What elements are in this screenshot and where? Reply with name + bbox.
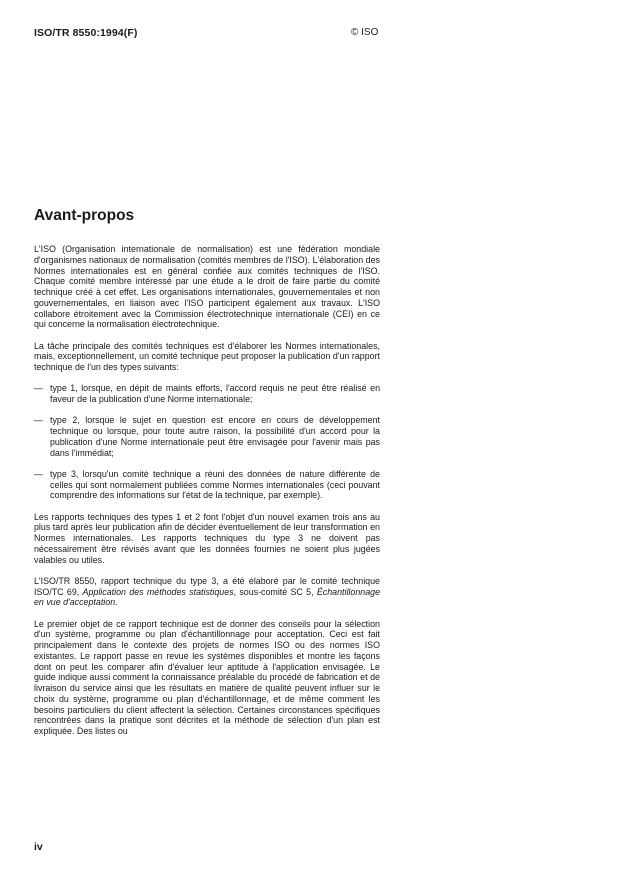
subcommittee-title: Échantillonnage en vue d'acceptation (34, 586, 381, 608)
page-number: iv (34, 841, 43, 853)
list-item-type-2 (34, 415, 380, 458)
list-item-text: type 3, lorsqu'un comité technique a réuni des données de nature différente de celles qui sont normalement publiées comme Normes internationales (ceci pouvant comprendre des informations sur l'état de la technique, par exemple). (50, 468, 380, 501)
paragraph-iso-intro: L'ISO (Organisation internationale de normalisation) est une fédération mondiale d'organismes nationaux de normalisation (comités membres de l'ISO). L'élaboration des Normes internationales est en général confiée aux comités techniques de l'ISO. Chaque comité membre intéressé par une étude a le droit de faire partie du comité technique créé à cet effet. Les organisations internationales, gouvernementales et non gouvernementales, en liaison avec l'ISO participent également aux travaux. L'ISO collabore étroitement avec la Commission électrotechnique internationale (CEI) en ce qui concerne la normalisation électrotechnique. (34, 244, 380, 330)
copyright-notice: © ISO (351, 27, 379, 38)
paragraph-purpose: Le premier objet de ce rapport technique est de donner des conseils pour la sélection d'un système, programme ou plan d'échantillonnage pour acceptation. Ceci est fait principalement dans le contexte des projets de normes ISO ou des normes ISO existantes. Le rapport passe en revue les systèmes disponibles et montre les façons dont on peut les comparer afin d'évaluer leur aptitude à l'application envisagée. Le guide indique aussi comment la connaissance préalable du procédé de fabrication et de livraison du service ainsi que les résultats en matière de qualité peuvent influer sur le choix du système, programme ou plan d'échantillonnage, et de même comment les besoins particuliers du client affectent la sélection. Certaines circonstances spécifiques rencontrées dans la pratique sont décrites et la méthode de sélection d'un plan est expliquée. Des listes ou (34, 618, 380, 736)
text-span: , sous-comité SC 5, (233, 586, 317, 597)
text-span: L'ISO/TR 8550, rapport technique du type 3, a été élaboré par le comité technique ISO/TC 69, (34, 575, 380, 597)
dash-marker: — (34, 468, 43, 479)
page-title: Avant-propos (34, 207, 135, 224)
dash-marker: — (34, 415, 43, 426)
paragraph-technical-committees: La tâche principale des comités techniques est d'élaborer les Normes internationales, mais, exceptionnellement, un comité technique peut proposer la publication d'un rapport technique de l'un des types suivants: (34, 340, 380, 372)
list-item-text: type 2, lorsque le sujet en question est encore en cours de développement technique ou lorsque, pour toute autre raison, la possibilité d'un accord pour la publication d'une Norme internationale peut être envisagée pour l'avenir mais pas dans l'immédiat; (50, 415, 380, 458)
text-span: . (115, 597, 118, 608)
paragraph-committee-origin (34, 576, 380, 608)
paragraph-review: Les rapports techniques des types 1 et 2 font l'objet d'un nouvel examen trois ans au plus tard après leur publication afin de décider éventuellement de leur transformation en Normes internationales. Les rapports techniques du type 3 ne doivent pas nécessairement être révisés avant que les données fournies ne soient plus jugées valables ou utiles. (34, 511, 380, 565)
list-item-text: type 1, lorsque, en dépit de maints efforts, l'accord requis ne peut être réalisé en faveur de la publication d'une Norme internationale; (50, 383, 380, 404)
dash-marker: — (34, 383, 43, 394)
report-types-list (34, 383, 380, 501)
list-item-type-1 (34, 383, 380, 405)
list-item-type-3 (34, 469, 380, 501)
document-id: ISO/TR 8550:1994(F) (34, 27, 138, 39)
foreword-body (34, 244, 380, 747)
committee-title: Application des méthodes statistiques (82, 586, 234, 597)
